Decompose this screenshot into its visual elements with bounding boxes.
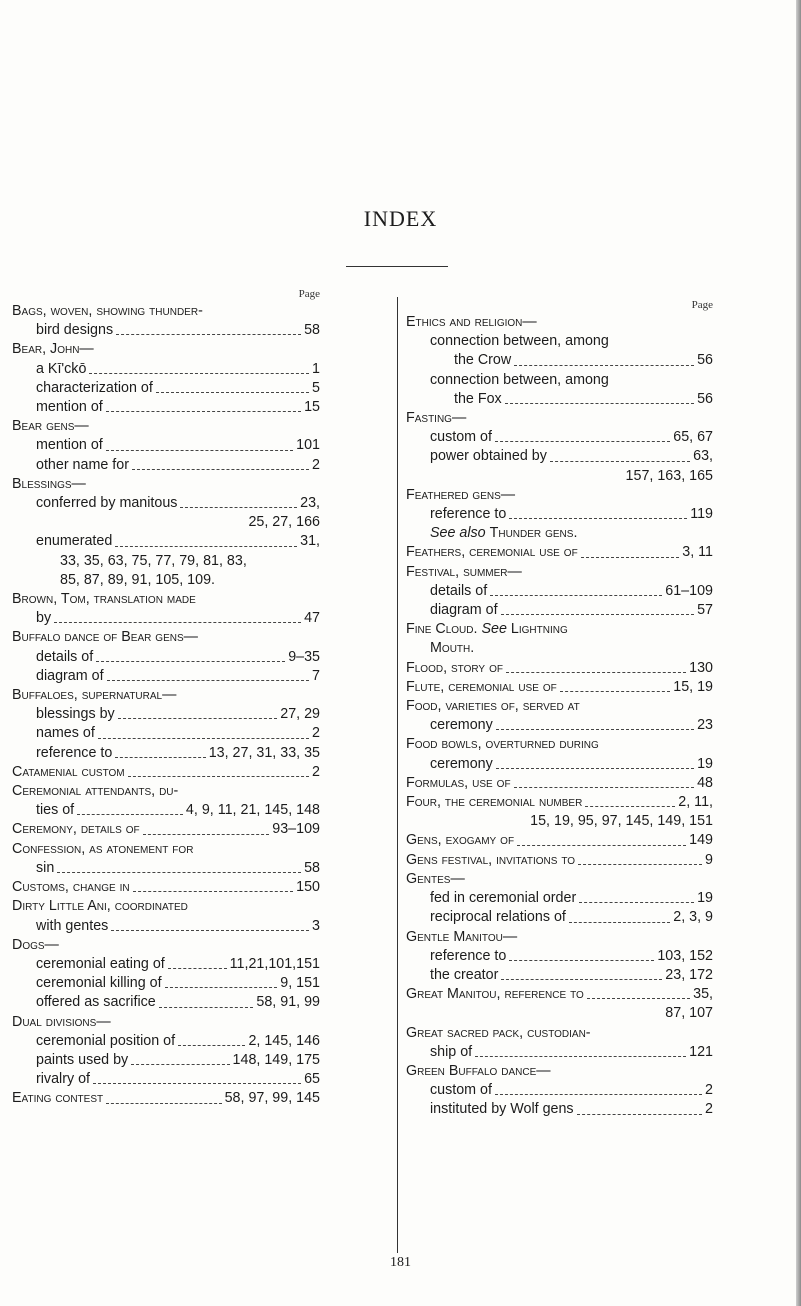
entry-term: Eating contest (12, 1090, 104, 1107)
index-heading: Feathered gens— (406, 486, 516, 503)
page-refs: 149 (689, 832, 713, 849)
leader-dots (180, 507, 297, 508)
entry-term: instituted by Wolf gens (430, 1101, 574, 1118)
leader-dots (490, 595, 662, 596)
index-subentry (12, 705, 320, 724)
leader-dots (517, 845, 686, 846)
leader-dots (106, 411, 301, 412)
index-subentry (12, 532, 320, 551)
index-entry (12, 878, 320, 897)
leader-dots (514, 365, 694, 366)
page-refs: 150 (296, 879, 320, 896)
leader-dots (579, 902, 694, 903)
page-refs: 15 (304, 399, 320, 416)
leader-dots (57, 872, 301, 873)
index-heading: Ceremonial attendants, du- (12, 783, 179, 800)
page-refs: 148, 149, 175 (232, 1051, 320, 1068)
index-subentry (406, 428, 713, 447)
entry-term: power obtained by (430, 448, 547, 465)
page-refs: 3 (312, 917, 320, 934)
leader-dots (89, 373, 309, 374)
index-entry (406, 851, 713, 870)
index-subentry (12, 744, 320, 763)
index-subentry (12, 724, 320, 743)
index-heading: Dirty Little Ani, coordinated (12, 898, 188, 915)
page-refs: 4, 9, 11, 21, 145, 148 (185, 802, 320, 819)
index-heading: Food bowls, overturned during (406, 736, 599, 753)
index-subentry (12, 801, 320, 820)
leader-dots (159, 1007, 254, 1008)
page-refs: 119 (690, 506, 713, 523)
page-refs: 2 (312, 725, 320, 742)
entry-term: Great Manitou, reference to (406, 986, 584, 1003)
index-subentry (12, 609, 320, 628)
index-entry (406, 543, 713, 562)
entry-term: the creator (430, 966, 499, 983)
page-refs: 11,21,101,151 (229, 955, 320, 972)
index-heading-continued: Mouth. (430, 640, 475, 657)
leader-dots (178, 1045, 245, 1046)
see-target: Lightning (510, 621, 568, 638)
leader-dots (115, 757, 205, 758)
index-subentry (406, 889, 713, 908)
leader-dots (495, 441, 670, 442)
index-heading: Festival, summer— (406, 563, 522, 580)
entry-term: diagram of (430, 602, 498, 619)
entry-term: details of (430, 582, 488, 599)
page-refs: 35, (693, 986, 713, 1003)
leader-dots (506, 672, 686, 673)
entry-term: conferred by manitous (36, 495, 178, 512)
entry-term: blessings by (36, 706, 115, 723)
index-heading: Confession, as atonement for (12, 840, 194, 857)
page-title: INDEX (363, 206, 438, 231)
page-refs: 65, 67 (673, 429, 713, 446)
page-refs: 56 (697, 390, 713, 407)
index-subentry-continued (406, 390, 713, 409)
entry-term: Customs, change in (12, 879, 130, 896)
index-subentry (406, 755, 713, 774)
index-entry (406, 774, 713, 793)
page-refs: 65 (304, 1071, 320, 1088)
index-subentry-continued (406, 351, 713, 370)
index-heading: Bear, John— (12, 341, 94, 358)
page-refs: 5 (312, 379, 320, 396)
index-subentry (406, 447, 713, 466)
entry-term: reference to (36, 744, 113, 761)
index-subentry (12, 1070, 320, 1089)
index-entry (12, 763, 320, 782)
page-refs: 31, (300, 533, 320, 550)
index-heading: Buffaloes, supernatural— (12, 687, 177, 704)
entry-term: ceremonial position of (36, 1032, 176, 1049)
leader-dots (107, 680, 309, 681)
index-subentry (406, 601, 713, 620)
index-heading: Buffalo dance of Bear gens— (12, 629, 198, 646)
index-subentry (12, 993, 320, 1012)
page-column-label: Page (298, 288, 320, 300)
index-heading: Dual divisions— (12, 1013, 111, 1030)
page-refs: 2 (312, 456, 320, 473)
index-subentry (12, 1051, 320, 1070)
index-subentry (12, 859, 320, 878)
leader-dots (93, 1083, 301, 1084)
see-label: See (481, 621, 507, 638)
entry-term: offered as sacrifice (36, 994, 156, 1011)
entry-term: ties of (36, 802, 75, 819)
index-subentry (12, 379, 320, 398)
entry-term: names of (36, 725, 95, 742)
index-subentry (12, 436, 320, 455)
leader-dots (550, 461, 690, 462)
index-heading (406, 620, 713, 639)
index-subentry (406, 1043, 713, 1062)
page-refs: 3, 11 (682, 544, 713, 561)
index-subentry (12, 648, 320, 667)
leader-dots (98, 738, 309, 739)
entry-term: paints used by (36, 1051, 129, 1068)
index-subentry (12, 360, 320, 379)
leader-dots (514, 787, 695, 788)
page-edge (796, 0, 801, 1306)
entry-term: diagram of (36, 667, 104, 684)
entry-term: mention of (36, 399, 103, 416)
leader-dots (111, 930, 309, 931)
index-subentry (406, 1100, 713, 1119)
index-subentry (12, 917, 320, 936)
entry-term: reference to (430, 947, 507, 964)
leader-dots (501, 614, 695, 615)
page-refs: 1 (312, 360, 320, 377)
leader-dots (496, 729, 694, 730)
page-refs: 61–109 (665, 582, 713, 599)
leader-dots (501, 979, 662, 980)
index-heading: Blessings— (12, 475, 86, 492)
title-rule (346, 266, 448, 267)
index-subentry (406, 716, 713, 735)
index-subentry (12, 494, 320, 513)
index-entry (406, 985, 713, 1004)
leader-dots (577, 1114, 702, 1115)
page-refs: 7 (312, 667, 320, 684)
index-subentry (12, 667, 320, 686)
index-subentry: connection between, among (430, 333, 609, 350)
index-column-left (12, 286, 320, 1109)
index-subentry (406, 505, 713, 524)
index-subentry (12, 1032, 320, 1051)
leader-dots (106, 450, 293, 451)
page-refs-continued: 87, 107 (665, 1005, 713, 1022)
page-refs: 58 (304, 859, 320, 876)
entry-term: the Crow (454, 352, 512, 369)
page-refs-continued: 157, 163, 165 (625, 467, 713, 484)
leader-dots (578, 864, 702, 865)
entry-term: Catamenial custom (12, 763, 125, 780)
entry-term: Flood, story of (406, 659, 503, 676)
index-subentry (406, 1081, 713, 1100)
index-column-right (406, 297, 713, 1120)
entry-term: a Kī'ckō (36, 360, 87, 377)
index-lines (12, 302, 320, 1109)
index-heading: Food, varieties of, served at (406, 698, 580, 715)
page-refs-continued: 25, 27, 166 (248, 514, 320, 531)
index-subentry: connection between, among (430, 371, 609, 388)
entry-term: other name for (36, 456, 129, 473)
entry-term: custom of (430, 1082, 492, 1099)
index-subentry (12, 398, 320, 417)
index-heading: Gentle Manitou— (406, 928, 518, 945)
leader-dots (116, 334, 301, 335)
leader-dots (106, 1103, 221, 1104)
page-refs: 48 (697, 774, 713, 791)
index-subentry (12, 321, 320, 340)
page-refs: 23, 172 (665, 966, 713, 983)
leader-dots (168, 968, 227, 969)
leader-dots (560, 691, 670, 692)
entry-term: sin (36, 859, 55, 876)
page-number: 181 (390, 1255, 411, 1270)
page-refs: 15, 19 (673, 678, 713, 695)
column-divider (397, 297, 398, 1253)
entry-term: ceremony (430, 717, 493, 734)
page-refs: 130 (689, 659, 713, 676)
index-subentry (406, 947, 713, 966)
entry-term: mention of (36, 437, 103, 454)
page-refs: 2, 3, 9 (673, 909, 713, 926)
entry-term: bird designs (36, 322, 114, 339)
leader-dots (131, 1064, 229, 1065)
leader-dots (54, 622, 301, 623)
leader-dots (569, 922, 670, 923)
page-refs-continued: 85, 87, 89, 91, 105, 109. (60, 571, 216, 588)
entry-term: custom of (430, 429, 492, 446)
page-refs: 121 (689, 1043, 713, 1060)
leader-dots (96, 661, 285, 662)
leader-dots (165, 987, 278, 988)
index-subentry (406, 966, 713, 985)
entry-term: Flute, ceremonial use of (406, 678, 557, 695)
index-heading: Bear gens— (12, 418, 89, 435)
index-subentry (406, 908, 713, 927)
index-subentry (12, 974, 320, 993)
index-subentry (406, 582, 713, 601)
entry-term: Ceremony, details of (12, 821, 140, 838)
page-refs: 2 (705, 1082, 713, 1099)
leader-dots (581, 557, 680, 558)
page-refs: 47 (304, 610, 320, 627)
page-refs: 2, 11, (678, 794, 713, 811)
index-heading: Dogs— (12, 936, 59, 953)
page-refs: 13, 27, 31, 33, 35 (208, 744, 320, 761)
entry-term: Feathers, ceremonial use of (406, 544, 578, 561)
entry-term: Gens, exogamy of (406, 832, 515, 849)
see-also-target: Thunder gens. (489, 525, 578, 542)
page-refs: 103, 152 (657, 947, 713, 964)
index-heading: Ethics and religion— (406, 314, 537, 330)
page-refs: 23 (697, 717, 713, 734)
index-heading: Gentes— (406, 870, 465, 887)
leader-dots (132, 469, 309, 470)
index-heading: Green Buffalo dance— (406, 1062, 551, 1079)
page-refs: 9, 151 (280, 975, 320, 992)
leader-dots (505, 403, 694, 404)
index-heading: Bags, woven, showing thunder- (12, 303, 203, 319)
entry-term: ceremony (430, 755, 493, 772)
page-refs: 2, 145, 146 (248, 1032, 320, 1049)
index-entry (12, 1089, 320, 1108)
entry-term: Gens festival, invitations to (406, 851, 576, 868)
entry-term: fed in ceremonial order (430, 890, 577, 907)
page-refs: 9–35 (288, 648, 320, 665)
leader-dots (156, 392, 309, 393)
page-refs: 56 (697, 352, 713, 369)
index-subentry (12, 456, 320, 475)
index-heading: Fasting— (406, 410, 467, 427)
entry-term: reciprocal relations of (430, 909, 566, 926)
leader-dots (496, 768, 694, 769)
page-refs: 2 (312, 763, 320, 780)
entry-term: enumerated (36, 533, 113, 550)
index-entry (406, 831, 713, 850)
leader-dots (509, 960, 654, 961)
leader-dots (587, 998, 690, 999)
page-refs: 27, 29 (280, 706, 320, 723)
page-refs: 93–109 (272, 821, 320, 838)
cross-reference (406, 524, 713, 543)
entry-term: Fine Cloud. (406, 621, 478, 638)
index-heading: Great sacred pack, custodian- (406, 1024, 591, 1041)
entry-term: rivalry of (36, 1071, 91, 1088)
entry-term: with gentes (36, 917, 109, 934)
leader-dots (495, 1094, 702, 1095)
entry-term: the Fox (454, 390, 502, 407)
entry-term: Four, the ceremonial number (406, 794, 583, 811)
page-refs: 2 (705, 1101, 713, 1118)
entry-term: Formulas, use of (406, 774, 511, 791)
index-entry (406, 659, 713, 678)
leader-dots (77, 814, 183, 815)
index-entry (406, 793, 713, 812)
page-refs: 58, 97, 99, 145 (224, 1090, 320, 1107)
index-heading: Brown, Tom, translation made (12, 591, 196, 608)
page-column-label: Page (691, 299, 713, 311)
page-refs: 19 (697, 755, 713, 772)
page-refs: 58, 91, 99 (256, 994, 320, 1011)
leader-dots (133, 891, 294, 892)
leader-dots (115, 546, 297, 547)
entry-term: ship of (430, 1043, 473, 1060)
leader-dots (509, 518, 687, 519)
index-entry (406, 678, 713, 697)
page-refs: 63, (693, 448, 713, 465)
see-also-label: See also (430, 525, 486, 542)
entry-term: ceremonial eating of (36, 955, 165, 972)
leader-dots (475, 1056, 686, 1057)
entry-term: details of (36, 648, 94, 665)
page-refs: 9 (705, 851, 713, 868)
leader-dots (585, 806, 675, 807)
leader-dots (128, 776, 309, 777)
entry-term: ceremonial killing of (36, 975, 162, 992)
page-refs: 58 (304, 322, 320, 339)
index-subentry (12, 955, 320, 974)
page-refs: 23, (300, 495, 320, 512)
leader-dots (118, 718, 278, 719)
entry-term: by (36, 610, 52, 627)
entry-term: reference to (430, 506, 507, 523)
page-refs: 101 (296, 437, 320, 454)
page-refs: 19 (697, 890, 713, 907)
entry-term: characterization of (36, 379, 153, 396)
index-lines (406, 313, 713, 1120)
leader-dots (143, 834, 270, 835)
index-entry (12, 820, 320, 839)
page-refs: 57 (697, 602, 713, 619)
page-refs-continued: 33, 35, 63, 75, 77, 79, 81, 83, (60, 552, 247, 569)
page-refs-continued: 15, 19, 95, 97, 145, 149, 151 (530, 813, 713, 830)
